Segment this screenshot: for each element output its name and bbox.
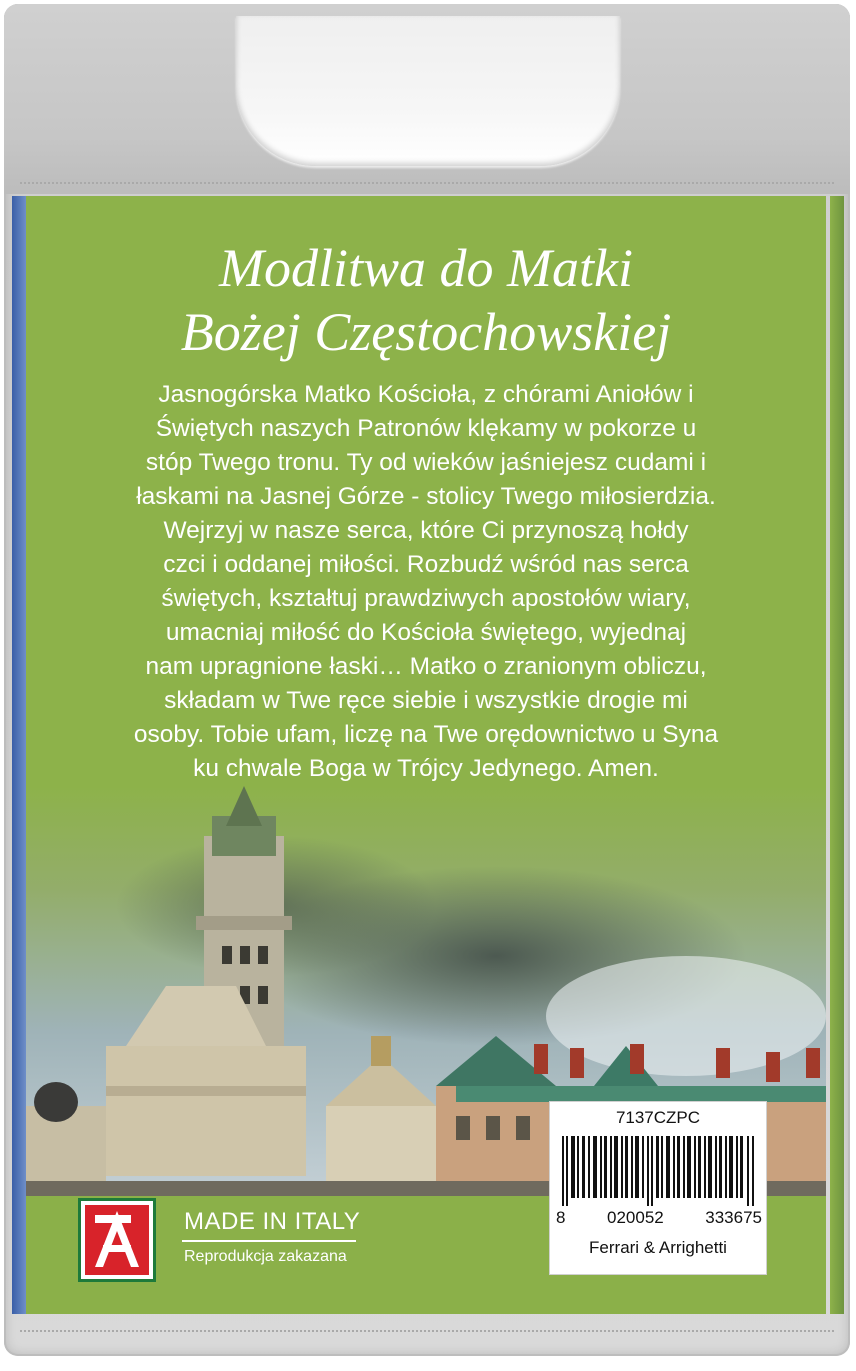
prayer-line: Jasnogórska Matko Kościoła, z chórami Aniołów i xyxy=(158,381,694,408)
prayer-line: stóp Twego tronu. Ty od wieków jaśniejesz cudami i xyxy=(145,449,707,476)
barcode-digits xyxy=(556,1208,762,1228)
prayer-line: składam w Twe ręce siebie i wszystkie drogie mi xyxy=(164,687,688,714)
prayer-title xyxy=(26,236,826,364)
barcode-icon xyxy=(562,1136,756,1206)
reproduction-note: Reprodukcja zakazana xyxy=(184,1248,347,1265)
prayer-line: łaskami na Jasnej Górze - stolicy Twego miłosierdzia. xyxy=(136,483,716,510)
blister-seam-bottom xyxy=(20,1330,834,1332)
prayer-line: ku chwale Boga w Trójcy Jedynego. Amen. xyxy=(193,755,659,782)
barcode-digit-group: 8 xyxy=(556,1208,566,1227)
title-line-1: Modlitwa do Matki xyxy=(219,238,633,298)
product-code: 7137CZPC xyxy=(615,1108,701,1127)
title-line-2: Bożej Częstochowskiej xyxy=(180,302,672,362)
prayer-line: umacniaj miłość do Kościoła świętego, wyjednaj xyxy=(165,619,687,646)
prayer-line: nam upragnione łaski… Matko o zranionym obliczu, xyxy=(145,653,707,680)
prayer-line: świętych, kształtuj prawdziwych apostołów wiary, xyxy=(161,585,691,612)
made-in-label: MADE IN ITALY xyxy=(184,1208,361,1235)
prayer-line: Świętych naszych Patronów klękamy w pokorze u xyxy=(155,415,697,442)
prayer-text xyxy=(66,378,786,786)
fa-monogram-logo-icon xyxy=(78,1198,156,1282)
card-side-edge-right xyxy=(830,196,844,1314)
prayer-line: Wejrzyj w nasze serca, które Ci przynoszą hołdy xyxy=(163,517,689,544)
prayer-card xyxy=(26,196,826,1314)
barcode-digit-group: 020052 xyxy=(607,1208,664,1227)
hang-hole xyxy=(236,16,620,166)
card-side-edge xyxy=(12,196,26,1314)
made-in-underline xyxy=(182,1240,356,1242)
prayer-line: osoby. Tobie ufam, liczę na Twe orędownictwo u Syna xyxy=(133,721,719,748)
blister-seam xyxy=(20,182,834,184)
barcode-digit-group: 333675 xyxy=(705,1208,762,1227)
barcode-label xyxy=(550,1102,766,1274)
manufacturer-name: Ferrari & Arrighetti xyxy=(589,1238,727,1257)
prayer-line: czci i oddanej miłości. Rozbudź wśród nas serca xyxy=(163,551,689,578)
